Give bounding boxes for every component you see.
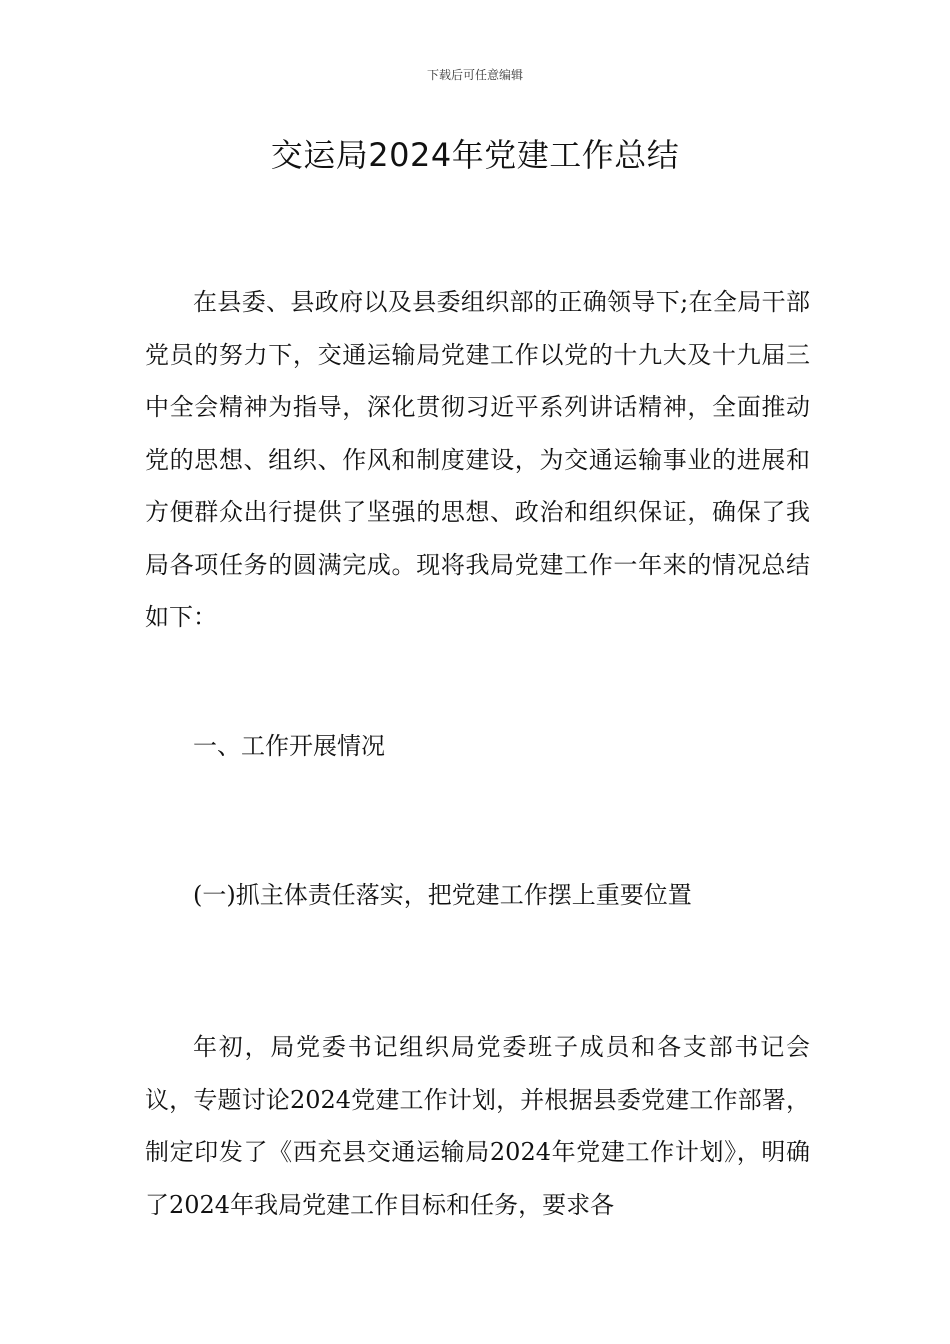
document-title: 交运局2024年党建工作总结 [270,136,680,174]
section-heading: 一、工作开展情况 [193,732,385,760]
subsection-heading: (一)抓主体责任落实，把党建工作摆上重要位置 [193,881,692,909]
body-paragraph: 年初，局党委书记组织局党委班子成员和各支部书记会议，专题讨论2024党建工作计划，并根据县委党建工作部署，制定印发了《西充县交通运输局2024年党建工作计划》，明确了2024年我局党建工作目标和任务，要求各 [145,1033,810,1219]
intro-paragraph: 在县委、县政府以及县委组织部的正确领导下;在全局干部党员的努力下，交通运输局党建工作以党的十九大及十九届三中全会精神为指导，深化贯彻习近平系列讲话精神，全面推动党的思想、组织、作风和制度建设，为交通运输事业的进展和方便群众出行提供了坚强的思想、政治和组织保证，确保了我局各项任务的圆满完成。现将我局党建工作一年来的情况总结如下： [145,288,810,631]
header-note: 下载后可任意编辑 [426,68,523,82]
